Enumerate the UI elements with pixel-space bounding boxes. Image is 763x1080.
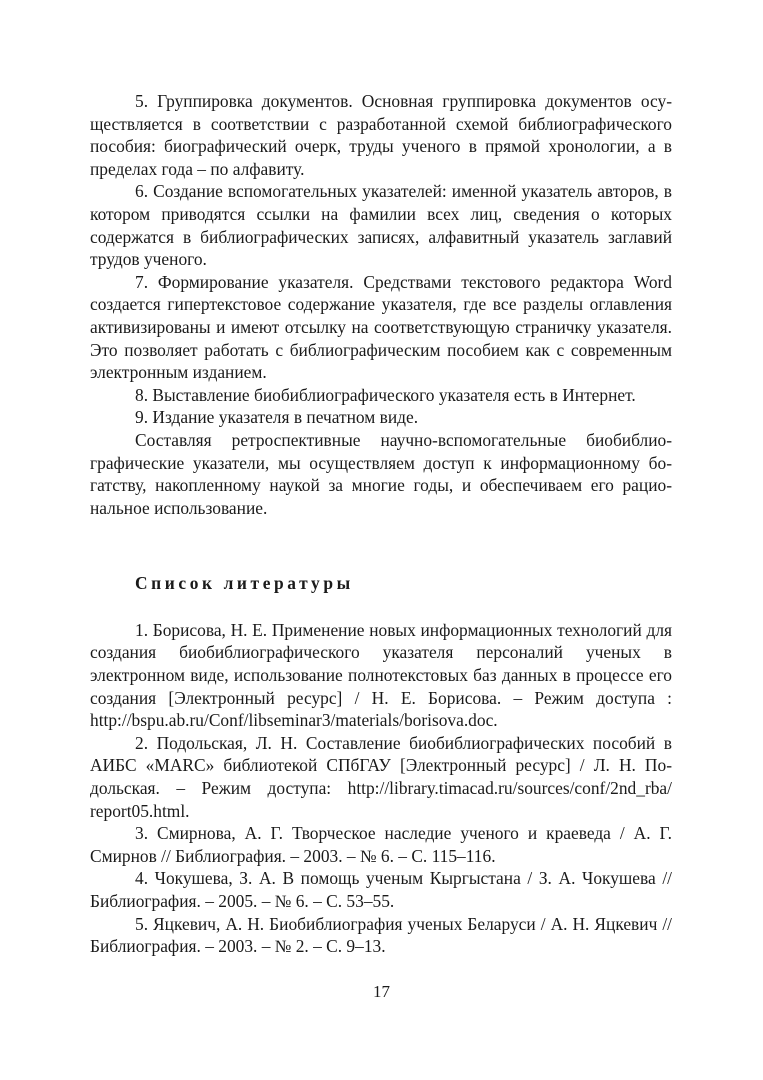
paragraph-print-publication: 9. Издание указателя в печатном виде. — [135, 407, 419, 428]
references-heading: Список литературы — [135, 573, 354, 594]
paragraph-auxiliary-indexes: 6. Создание вспомогательных указателей: именной указатель авторов, в котором приводятся ссылки на фамилии всех лиц, сведения о которых содержатся в библиографических записях, алфавитный указатель заглавий трудов ученого. — [90, 181, 672, 270]
page-number: 17 — [373, 982, 390, 1001]
reference-item-4: 4. Чокушева, З. А. В помощь ученым Кыргыстана / З. А. Чокушева // Библиография. – 2005. – № 6. – С. 53–55. — [90, 868, 672, 911]
reference-item-3: 3. Смирнова, А. Г. Творческое наследие ученого и краеведа / А. Г. Смирнов // Библиография. – 2003. – № 6. – С. 115–116. — [90, 823, 672, 866]
reference-item-2: 2. Подольская, Л. Н. Составление биобиблиографических пособий в АИБС «MARC» библиотекой СПбГАУ [Электронный ресурс] / Л. Н. Подольская. – Режим доступа: http://library.timacad.ru/sources/conf/2nd_rba/​report05.html. — [90, 732, 672, 821]
reference-item-1: 1. Борисова, Н. Е. Применение новых информационных технологий для создания биобиблиографического указателя персоналий ученых в электронном виде, использование полнотекстовых баз данных в процессе его создания [Электронный ресурс] / Н. Е. Борисова. – Режим доступа : http://bspu.ab.ru/Conf/libseminar3/materials/borisova.doc. — [90, 619, 672, 731]
paragraph-internet-publication: 8. Выставление биобиблиографического указателя есть в Интернет. — [135, 384, 636, 405]
reference-item-5: 5. Яцкевич, А. Н. Биобиблиография ученых Беларуси / А. Н. Яцкевич // Библиография. – 2003. – № 2. – С. 9–13. — [90, 913, 672, 957]
page-body — [90, 90, 672, 958]
paragraph-conclusion: Составляя ретроспективные научно-вспомогательные биобиблиографические указатели, мы осуществляем доступ к информационному богатству, накопленному наукой за многие годы, и обеспечиваем его рациональное использование. — [90, 429, 672, 518]
paragraph-index-formation: 7. Формирование указателя. Средствами текстового редактора Word создается гипертекстовое содержание указателя, где все разделы оглавления активизированы и имеют отсылку на соответствующую страничку указателя. Это позволяет работать с библиографическим пособием как с современным электронным изданием. — [90, 271, 672, 383]
paragraph-grouping: 5. Группировка документов. Основная группировка документов осуществляется в соответствии с разработанной схемой библиографического пособия: биографический очерк, труды ученого в прямой хронологии, а в пределах года – по алфавиту. — [90, 91, 672, 179]
